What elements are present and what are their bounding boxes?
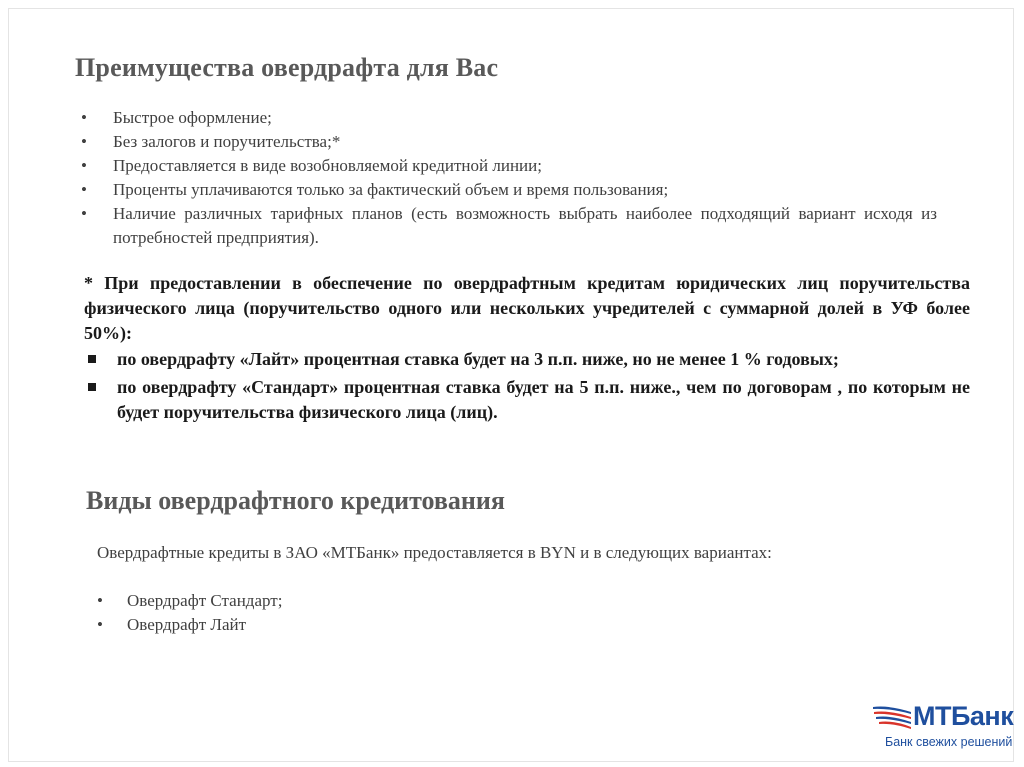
- list-item-text: по овердрафту «Лайт» процентная ставка будет на 3 п.п. ниже, но не менее 1 % годовых;: [117, 349, 839, 369]
- list-item: [75, 178, 937, 202]
- list-item: [97, 613, 282, 637]
- advantages-list: [75, 106, 937, 250]
- square-bullet-icon: [88, 355, 96, 363]
- logo-name: МТБанк: [913, 701, 1014, 731]
- guarantee-note: * При предоставлении в обеспечение по овердрафтным кредитам юридических лиц поручительства физического лица (поручительство одного или нескольких учредителей с суммарной долей в УФ более 50%):: [84, 273, 970, 343]
- list-item-text: Быстрое оформление;: [113, 108, 272, 127]
- slide: [8, 8, 1014, 762]
- square-bullet-icon: [88, 383, 96, 391]
- bullet: •: [81, 156, 87, 175]
- list-item-text: по овердрафту «Стандарт» процентная ставка будет на 5 п.п. ниже., чем по договорам , по которым не будет поручительства физического лица (лиц).: [117, 377, 970, 422]
- slide-title: Преимущества овердрафта для Вас: [75, 53, 499, 82]
- logo-tagline: Банк свежих решений: [885, 735, 1013, 749]
- bullet: •: [81, 132, 87, 151]
- list-item: [75, 106, 937, 130]
- intro-text: Овердрафтные кредиты в ЗАО «МТБанк» предоставляется в BYN и в следующих вариантах:: [97, 543, 772, 562]
- list-item: [75, 154, 937, 178]
- list-item: [75, 130, 937, 154]
- section-title: Виды овердрафтного кредитования: [86, 486, 505, 515]
- terms-list: [84, 347, 970, 428]
- list-item: [75, 202, 937, 250]
- bullet: •: [81, 180, 87, 199]
- overdraft-types-list: [97, 589, 282, 637]
- list-item-text: Предоставляется в виде возобновляемой кредитной линии;: [113, 156, 542, 175]
- bullet: •: [81, 204, 87, 223]
- bullet: •: [81, 108, 87, 127]
- list-item-text: Овердрафт Стандарт;: [127, 591, 283, 610]
- list-item-text: Овердрафт Лайт: [127, 615, 247, 634]
- bullet: •: [97, 591, 103, 610]
- list-item: [84, 347, 970, 372]
- list-item: [84, 375, 970, 425]
- bullet: •: [97, 615, 103, 634]
- list-item-text: Наличие различных тарифных планов (есть возможность выбрать наиболее подходящий вариант исходя из потребностей предприятия).: [113, 204, 937, 247]
- stripes-logo-icon: [871, 703, 913, 733]
- list-item-text: Проценты уплачиваются только за фактический объем и время пользования;: [113, 180, 669, 199]
- list-item: [97, 589, 282, 613]
- mtbank-logo: [871, 701, 1014, 756]
- list-item-text: Без залогов и поручительства;*: [113, 132, 341, 151]
